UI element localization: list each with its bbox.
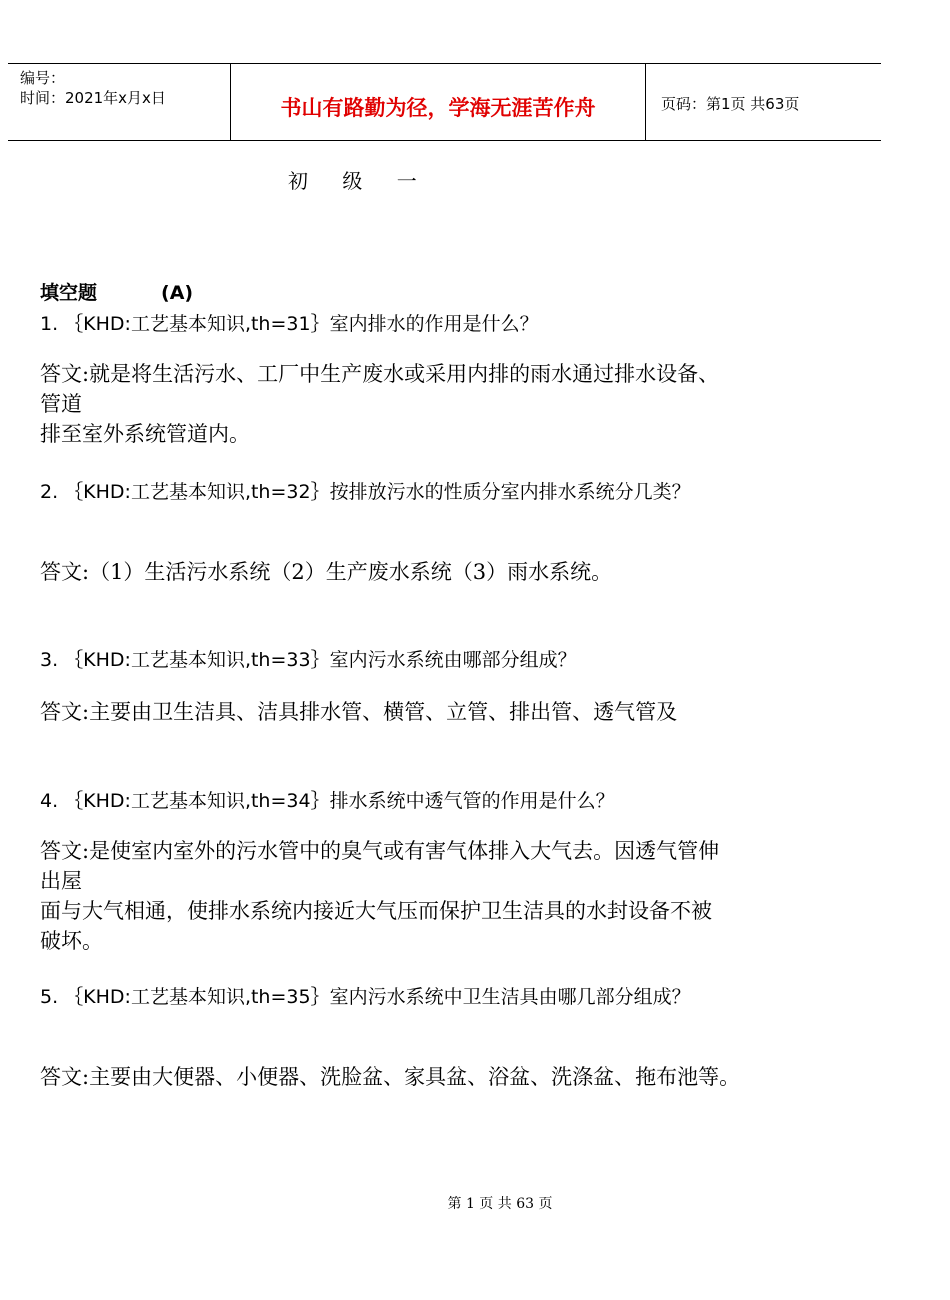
answer-2 [40, 557, 870, 587]
number-label: 编号： [20, 69, 66, 87]
page-footer: 第 1 页 共 63 页 [447, 1196, 553, 1212]
answer-line: 答文:主要由卫生洁具、洁具排水管、横管、立管、排出管、透气管及 [40, 700, 678, 724]
question-5: 5. ｛KHD:工艺基本知识,th=35｝室内污水系统中卫生洁具由哪几部分组成？ [40, 986, 691, 1008]
question-1: 1. ｛KHD:工艺基本知识,th=31｝室内排水的作用是什么？ [40, 313, 539, 335]
answer-line: 答文:（1）生活污水系统（2）生产废水系统（3）雨水系统。 [40, 560, 613, 584]
answer-5 [40, 1062, 870, 1092]
section-heading [40, 278, 193, 305]
answer-line: 出屋 [40, 869, 82, 893]
motto: 书山有路勤为径，学海无涯苦作舟 [280, 96, 596, 120]
answer-line: 管道 [40, 392, 82, 416]
answer-line: 破坏。 [40, 929, 103, 953]
section-tag: (A) [161, 282, 194, 304]
answer-3 [40, 697, 870, 727]
answer-1 [40, 359, 870, 449]
document-title: 初 级 一 [288, 169, 431, 193]
header-middle-cell [230, 64, 646, 140]
time-label: 时间：2021年x月x日 [20, 89, 166, 107]
header-left-cell [8, 64, 230, 140]
header-right-cell [645, 64, 881, 140]
page-info: 页码：第1页 共63页 [661, 95, 800, 113]
answer-line: 答文:是使室内室外的污水管中的臭气或有害气体排入大气去。因透气管伸 [40, 839, 720, 863]
answer-line: 排至室外系统管道内。 [40, 422, 250, 446]
answer-line: 答文:就是将生活污水、工厂中生产废水或采用内排的雨水通过排水设备、 [40, 362, 720, 386]
answer-line: 面与大气相通，使排水系统内接近大气压而保护卫生洁具的水封设备不被 [40, 899, 712, 923]
question-4: 4. ｛KHD:工艺基本知识,th=34｝排水系统中透气管的作用是什么？ [40, 790, 615, 812]
question-2: 2. ｛KHD:工艺基本知识,th=32｝按排放污水的性质分室内排水系统分几类？ [40, 481, 691, 503]
answer-4 [40, 836, 870, 956]
question-3: 3. ｛KHD:工艺基本知识,th=33｝室内污水系统由哪部分组成？ [40, 649, 577, 671]
page-header [8, 63, 881, 141]
section-heading-text: 填空题 [40, 282, 98, 304]
answer-line: 答文:主要由大便器、小便器、洗脸盆、家具盆、浴盆、洗涤盆、拖布池等。 [40, 1065, 741, 1089]
